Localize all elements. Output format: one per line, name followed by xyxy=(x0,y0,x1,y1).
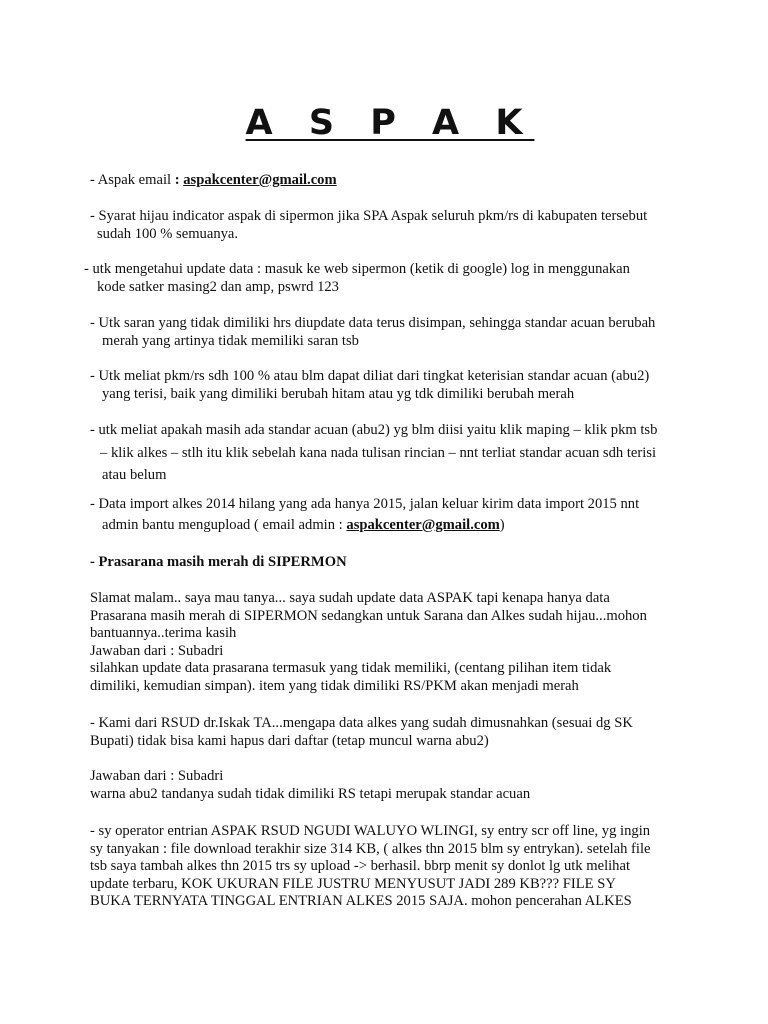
text-line: - Data import alkes 2014 hilang yang ada hanya 2015, jalan keluar kirim data import 2015 nnt xyxy=(90,496,640,512)
text-line: BUKA TERNYATA TINGGAL ENTRIAN ALKES 2015 SAJA. mohon pencerahan ALKES xyxy=(90,893,632,909)
text-line: - utk meliat apakah masih ada standar acuan (abu2) yg blm diisi yaitu klik maping – klik pkm tsb xyxy=(90,422,658,438)
text-line: bantuannya..terima kasih xyxy=(90,625,237,641)
qa3-paragraph xyxy=(90,823,651,911)
document-title: A S P A K xyxy=(245,103,535,143)
syarat-paragraph xyxy=(90,208,647,243)
acuan-paragraph xyxy=(90,422,657,485)
text-line: Prasarana masih merah di SIPERMON sedangkan untuk Sarana dan Alkes sudah hijau...mohon xyxy=(90,607,647,624)
email-paragraph xyxy=(90,172,337,190)
text-line: - Utk meliat pkm/rs sdh 100 % atau blm dapat diliat dari tingkat keterisian standar acuan (abu2) xyxy=(90,368,650,384)
qa2-paragraph xyxy=(90,715,633,750)
saran-paragraph xyxy=(90,315,655,350)
import-paragraph xyxy=(90,496,639,534)
text-line: dimiliki, kemudian simpan). item yang tidak dimiliki RS/PKM akan menjadi merah xyxy=(90,677,579,694)
email-label: - Aspak email xyxy=(90,172,172,188)
text-line: Jawaban dari : Subadri xyxy=(90,768,224,784)
meliat-paragraph xyxy=(90,368,649,403)
text-line: warna abu2 tandanya sudah tidak dimiliki RS tetapi merupak standar acuan xyxy=(90,785,531,802)
text-line: sudah 100 % semuanya. xyxy=(97,225,239,242)
text-line: silahkan update data prasarana termasuk yang tidak memiliki, (centang pilihan item tidak xyxy=(90,660,612,676)
prasarana-heading: - Prasarana masih merah di SIPERMON xyxy=(90,554,347,570)
text-line: Jawaban dari : Subadri xyxy=(90,642,224,659)
text-line: admin bantu mengupload ( email admin : aspakcenter@gmail.com) xyxy=(102,516,505,533)
text-line: yang terisi, baik yang dimiliki berubah hitam atau yg tdk dimiliki berubah merah xyxy=(102,385,575,402)
update-paragraph xyxy=(84,261,630,296)
text-line: Slamat malam.. saya mau tanya... saya sudah update data ASPAK tapi kenapa hanya data xyxy=(90,590,610,606)
text-line: merah yang artinya tidak memiliki saran tsb xyxy=(102,332,359,349)
text-line: Bupati) tidak bisa kami hapus dari daftar (tetap muncul warna abu2) xyxy=(90,732,489,749)
text-line: sy tanyakan : file download terakhir size 314 KB, ( alkes thn 2015 blm sy entrykan). setelah file xyxy=(90,840,651,857)
text-line: - Kami dari RSUD dr.Iskak TA...mengapa data alkes yang sudah dimusnahkan (sesuai dg SK xyxy=(90,715,633,731)
qa1-paragraph xyxy=(90,590,647,695)
text-line: – klik alkes – stlh itu klik sebelah kana nada tulisan rincian – nnt terliat standar acuan sdh terisi xyxy=(100,444,657,461)
email-link[interactable]: aspakcenter@gmail.com xyxy=(183,172,337,188)
text-line: kode satker masing2 dan amp, pswrd 123 xyxy=(97,278,339,295)
text-line: - sy operator entrian ASPAK RSUD NGUDI WALUYO WLINGI, sy entry scr off line, yg ingin xyxy=(90,823,651,839)
text-line: - Syarat hijau indicator aspak di sipermon jika SPA Aspak seluruh pkm/rs di kabupaten tersebut xyxy=(90,208,648,224)
text-line: - utk mengetahui update data : masuk ke web sipermon (ketik di google) log in menggunakan xyxy=(84,261,630,277)
text-line: - Utk saran yang tidak dimiliki hrs diupdate data terus disimpan, sehingga standar acuan berubah xyxy=(90,315,656,331)
admin-email-link[interactable]: aspakcenter@gmail.com xyxy=(346,516,500,533)
email-colon: : xyxy=(171,172,184,188)
text-line: update terbaru, KOK UKURAN FILE JUSTRU MENYUSUT JADI 289 KB??? FILE SY xyxy=(90,875,616,892)
text-line: atau belum xyxy=(102,467,167,483)
text-line: tsb saya tambah alkes thn 2015 trs sy upload -> berhasil. bbrp menit sy donlot lg utk melihat xyxy=(90,858,631,874)
qa2-answer-paragraph xyxy=(90,768,530,803)
